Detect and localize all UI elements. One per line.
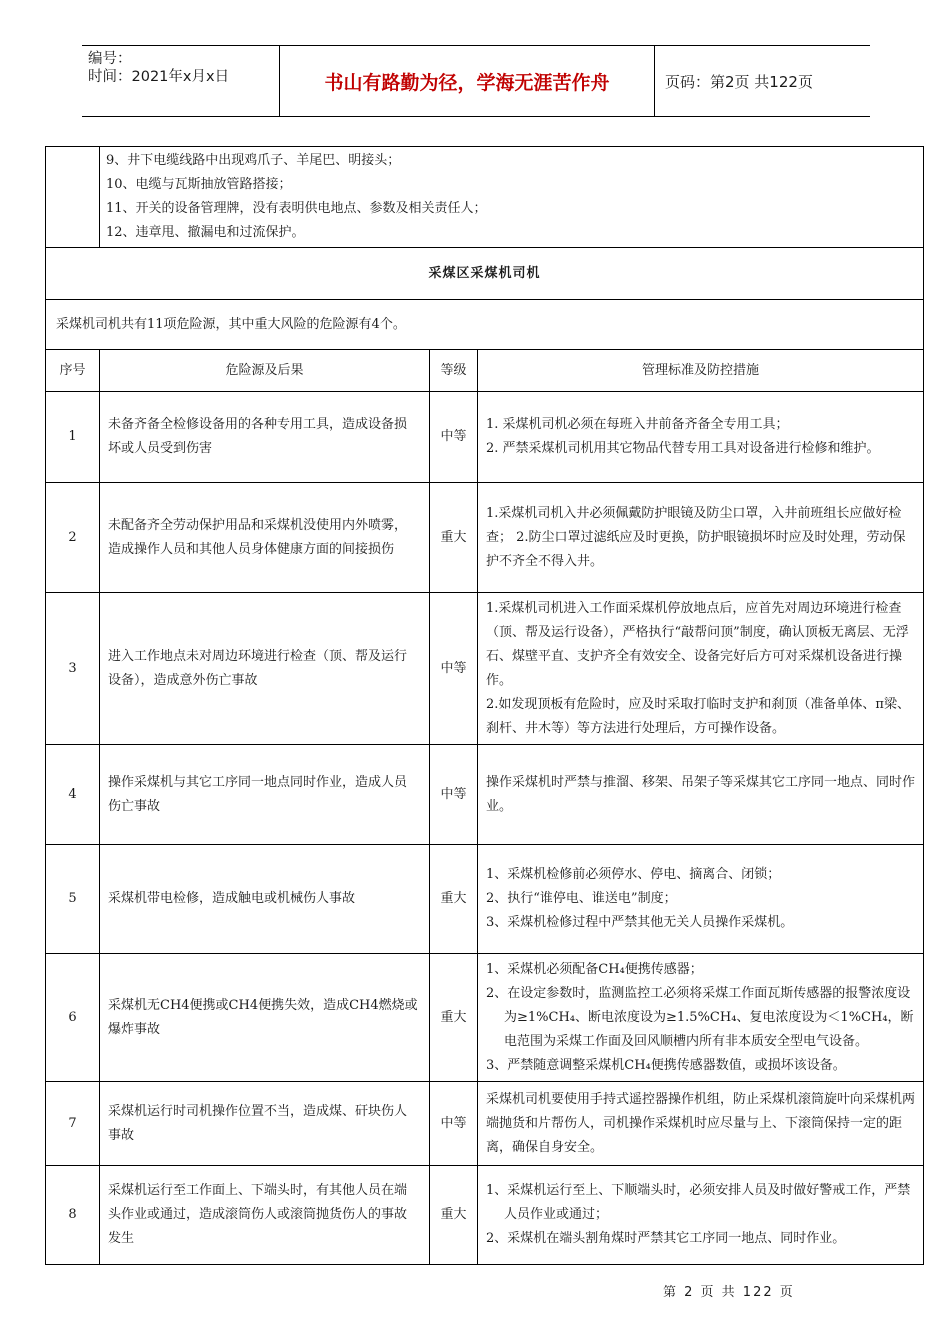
measure-item: 1. 采煤机司机必须在每班入井前备齐备全专用工具； xyxy=(486,417,789,432)
continuation-blank-cell xyxy=(46,147,100,248)
measure-item: 2.如发现顶板有危险时，应及时采取打临时支护和刹顶（准备单体、π梁、刹杆、井木等）等方法进行处理后，方可操作设备。 xyxy=(486,696,910,736)
continuation-cell xyxy=(100,147,924,248)
col-header-no: 序号 xyxy=(46,350,100,392)
header-meta xyxy=(82,46,280,116)
table-row xyxy=(46,1166,924,1265)
row-hazard: 采煤机带电检修，造成触电或机械伤人事故 xyxy=(100,845,430,954)
table-row xyxy=(46,1082,924,1166)
row-measures xyxy=(478,483,924,593)
section-title: 采煤区采煤机司机 xyxy=(46,248,924,300)
col-header-level: 等级 xyxy=(430,350,478,392)
header-motto: 书山有路勤为径，学海无涯苦作舟 xyxy=(280,46,655,116)
continuation-item: 9、井下电缆线路中出现鸡爪子、羊尾巴、明接头； xyxy=(106,153,401,168)
row-level: 中等 xyxy=(430,392,478,483)
row-level: 重大 xyxy=(430,1166,478,1265)
row-hazard: 进入工作地点未对周边环境进行检查（顶、帮及运行设备），造成意外伤亡事故 xyxy=(100,593,430,745)
page-footer: 第 2 页 共 122 页 xyxy=(663,1285,795,1300)
measure-item: 1、采煤机检修前必须停水、停电、摘离合、闭锁； xyxy=(486,867,781,882)
row-number: 2 xyxy=(46,483,100,593)
number-label: 编号： xyxy=(88,51,132,67)
row-level: 中等 xyxy=(430,745,478,845)
table-row xyxy=(46,845,924,954)
row-hazard: 操作采煤机与其它工序同一地点同时作业，造成人员伤亡事故 xyxy=(100,745,430,845)
measure-item: 1.采煤机司机入井必须佩戴防护眼镜及防尘口罩，入井前班组长应做好检查； 2.防尘口罩过滤纸应及时更换，防护眼镜损坏时应及时处理，劳动保护不齐全不得入井。 xyxy=(486,505,906,569)
hazard-table xyxy=(45,146,924,1265)
continuation-item: 12、违章甩、撤漏电和过流保护。 xyxy=(106,225,305,240)
header-page-info: 页码：第2页 共122页 xyxy=(665,72,813,91)
row-number: 3 xyxy=(46,593,100,745)
row-number: 8 xyxy=(46,1166,100,1265)
measure-item: 1、采煤机必须配备CH₄便携传感器； xyxy=(486,961,703,977)
row-number: 6 xyxy=(46,954,100,1082)
row-measures xyxy=(478,392,924,483)
table-row xyxy=(46,745,924,845)
row-measures xyxy=(478,593,924,745)
measure-item: 3、采煤机检修过程中严禁其他无关人员操作采煤机。 xyxy=(486,915,794,930)
row-level: 重大 xyxy=(430,483,478,593)
table-header-row xyxy=(46,350,924,392)
continuation-row xyxy=(46,147,924,248)
row-level: 重大 xyxy=(430,845,478,954)
col-header-measures: 管理标准及防控措施 xyxy=(478,350,924,392)
row-hazard: 采煤机运行至工作面上、下端头时，有其他人员在端头作业或通过，造成滚筒伤人或滚筒抛货伤人的事故发生 xyxy=(100,1166,430,1265)
measure-item: 2、执行“谁停电、谁送电”制度； xyxy=(486,891,677,906)
row-measures xyxy=(478,1166,924,1265)
row-measures xyxy=(478,745,924,845)
measure-item: 1.采煤机司机进入工作面采煤机停放地点后，应首先对周边环境进行检查（顶、帮及运行设备），严格执行“敲帮问顶”制度，确认顶板无离层、无浮石、煤壁平直、支护齐全有效安全、设备完好后方可对采煤机设备进行操作。 xyxy=(486,600,909,688)
row-hazard: 采煤机运行时司机操作位置不当，造成煤、矸块伤人事故 xyxy=(100,1082,430,1166)
continuation-item: 11、开关的设备管理牌，没有表明供电地点、参数及相关责任人； xyxy=(106,201,487,216)
row-measures xyxy=(478,845,924,954)
section-intro: 采煤机司机共有11项危险源，其中重大风险的危险源有4个。 xyxy=(46,300,924,350)
col-header-hazard: 危险源及后果 xyxy=(100,350,430,392)
row-number: 4 xyxy=(46,745,100,845)
row-level: 重大 xyxy=(430,954,478,1082)
page-header xyxy=(82,45,870,117)
row-level: 中等 xyxy=(430,593,478,745)
time-label: 时间：2021年x月x日 xyxy=(88,69,230,85)
continuation-item: 10、电缆与瓦斯抽放管路搭接； xyxy=(106,177,292,192)
measure-item: 2、在设定参数时，监测监控工必须将采煤工作面瓦斯传感器的报警浓度设为≥1%CH₄、断电浓度设为≥1.5%CH₄、复电浓度设为＜1%CH₄，断电范围为采煤工作面及回风顺槽内所有非本质安全型电气设备。 xyxy=(486,985,914,1049)
row-hazard: 采煤机无CH4便携或CH4便携失效，造成CH4燃烧或爆炸事故 xyxy=(100,954,430,1082)
measure-item: 1、采煤机运行至上、下顺端头时，必须安排人员及时做好警戒工作，严禁人员作业或通过； xyxy=(486,1183,911,1222)
table-row xyxy=(46,392,924,483)
table-row xyxy=(46,483,924,593)
row-number: 7 xyxy=(46,1082,100,1166)
row-number: 1 xyxy=(46,392,100,483)
row-measures xyxy=(478,954,924,1082)
measure-item: 2. 严禁采煤机司机用其它物品代替专用工具对设备进行检修和维护。 xyxy=(486,441,880,456)
row-level: 中等 xyxy=(430,1082,478,1166)
table-row xyxy=(46,954,924,1082)
row-hazard: 未配备齐全劳动保护用品和采煤机没使用内外喷雾，造成操作人员和其他人员身体健康方面的间接损伤 xyxy=(100,483,430,593)
row-number: 5 xyxy=(46,845,100,954)
table-row xyxy=(46,593,924,745)
row-measures xyxy=(478,1082,924,1166)
measure-item: 2、采煤机在端头割角煤时严禁其它工序同一地点、同时作业。 xyxy=(486,1231,846,1246)
measure-item: 采煤机司机要使用手持式遥控器操作机组，防止采煤机滚筒旋叶向采煤机两端抛货和片帮伤人，司机操作采煤机时应尽量与上、下滚筒保持一定的距离，确保自身安全。 xyxy=(486,1091,916,1155)
row-hazard: 未备齐备全检修设备用的各种专用工具，造成设备损坏或人员受到伤害 xyxy=(100,392,430,483)
measure-item: 操作采煤机时严禁与推溜、移架、吊架子等采煤其它工序同一地点、同时作业。 xyxy=(486,774,916,814)
measure-item: 3、严禁随意调整采煤机CH₄便携传感器数值，或损坏该设备。 xyxy=(486,1057,846,1073)
